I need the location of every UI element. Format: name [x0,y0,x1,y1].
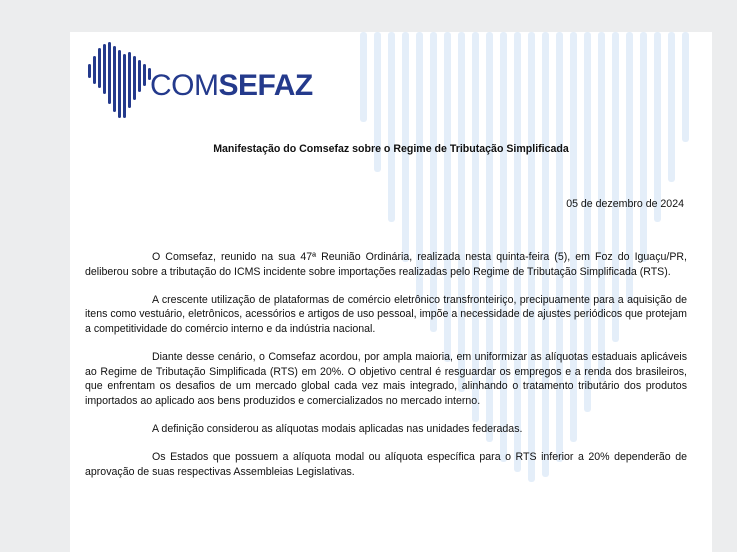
document-title: Manifestação do Comsefaz sobre o Regime de Tributação Simplificada [213,143,569,155]
paragraph-4: A definição considerou as alíquotas modais aplicadas nas unidades federadas. [152,422,523,435]
paragraph-3: Diante desse cenário, o Comsefaz acordou, por ampla maioria, em uniformizar as alíquotas estaduais aplicáveis ao Regime de Tributação Simplificada (RTS) em 20%. O objetivo central é resguardar os empregos e a renda dos brasileiros, que enfrentam os desafios de um mercado global cada vez mais integrado, alinhando o tratamento tributário dos produtos importados ao aplicado aos bens produzidos e comercializados no mercado interno. [85,350,687,407]
logo-wordmark-prefix: COM [150,69,219,102]
comsefaz-logo [88,42,313,120]
document-body [85,250,687,493]
document-date: 05 de dezembro de 2024 [566,198,684,210]
paragraph-5: Os Estados que possuem a alíquota modal ou alíquota específica para o RTS inferior a 20% dependerão de aprovação de suas respectivas Assembleias Legislativas. [85,450,687,478]
paragraph-1: O Comsefaz, reunido na sua 47ª Reunião Ordinária, realizada nesta quinta-feira (5), em Foz do Iguaçu/PR, deliberou sobre a tributação do ICMS incidente sobre importações realizadas pelo Regime de Tributação Simplificada (RTS). [85,251,687,278]
brazil-map-bars-icon [88,42,158,120]
logo-wordmark [150,71,313,101]
document-page [70,32,712,552]
logo-wordmark-suffix: SEFAZ [218,69,313,102]
paragraph-2: A crescente utilização de plataformas de comércio eletrônico transfronteiriço, precipuamente para a aquisição de itens como vestuário, eletrônicos, acessórios e artigos de uso pessoal, impõe a necessidade de ajustes periódicos que protejam a competitividade do comércio interno e da indústria nacional. [85,293,687,335]
